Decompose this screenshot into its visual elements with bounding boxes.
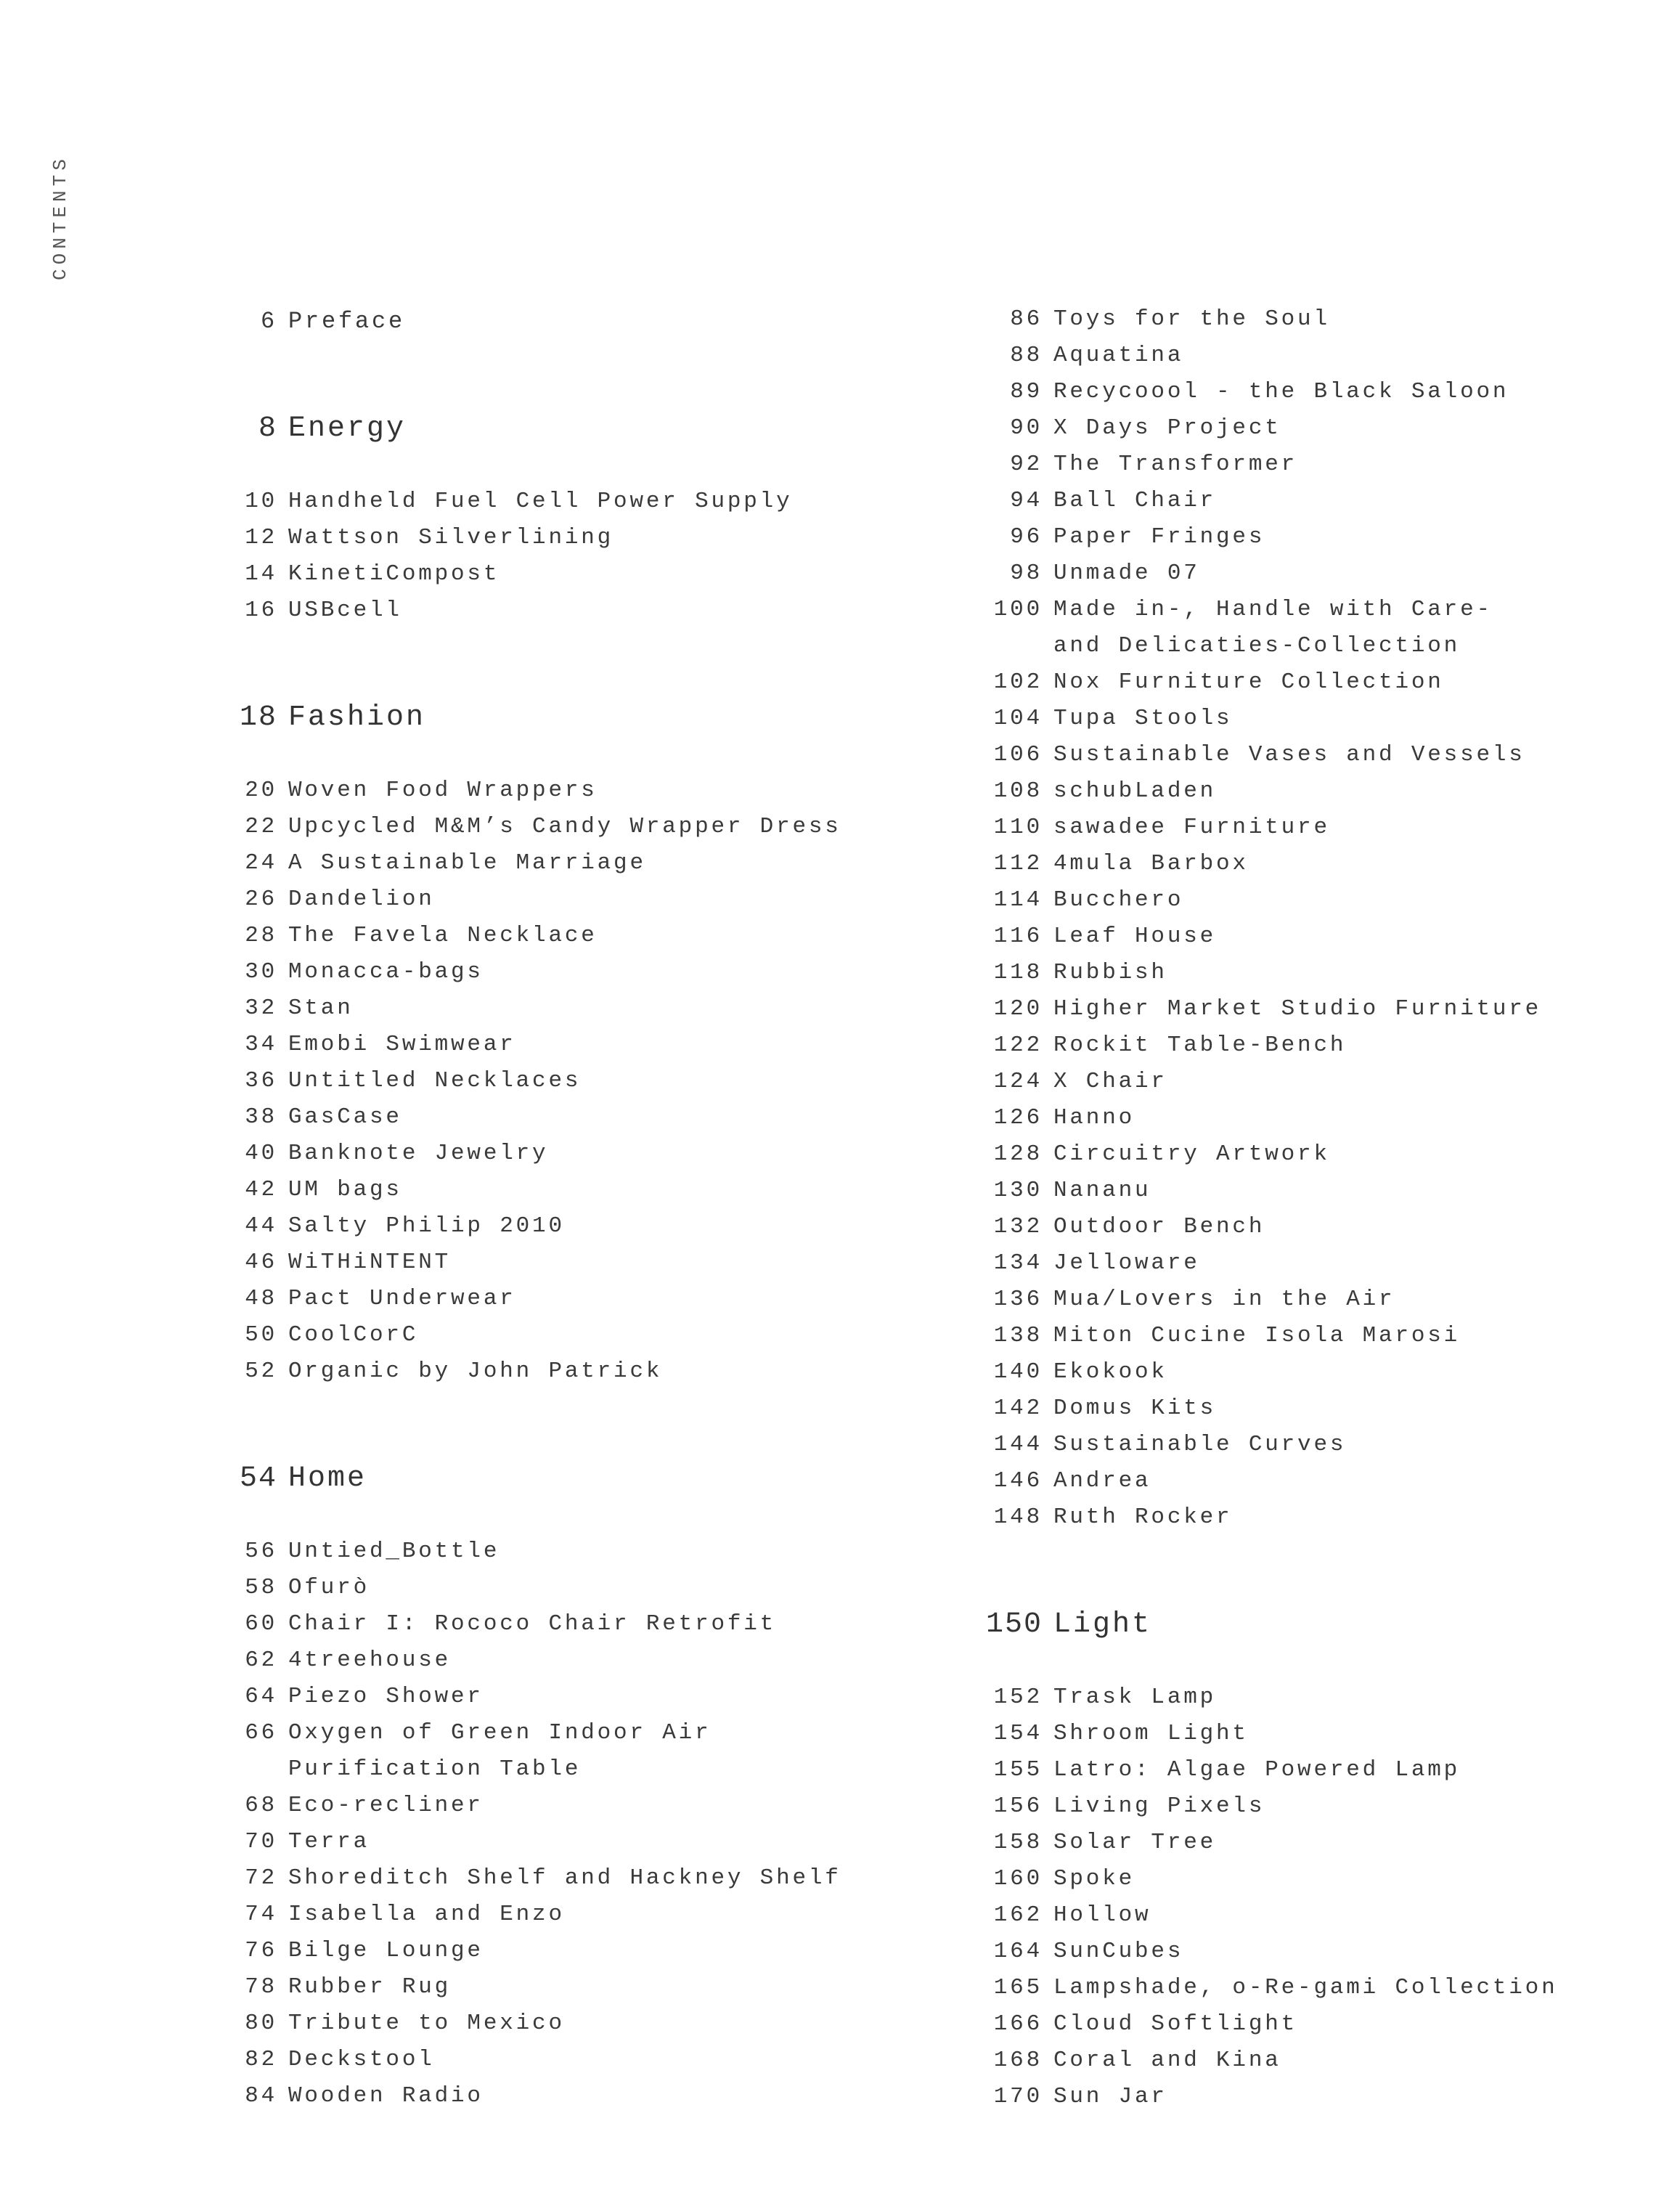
page-number: 89	[1010, 379, 1043, 404]
toc-entry	[966, 1064, 1655, 1100]
entry-title: Cloud Softlight	[1053, 2011, 1298, 2037]
section-heading	[218, 1461, 871, 1497]
page-number: 90	[1010, 415, 1043, 441]
toc-entry	[218, 1317, 871, 1353]
toc-entry	[218, 1245, 871, 1281]
page-number: 154	[993, 1721, 1043, 1746]
toc-entry	[218, 881, 871, 918]
toc-column-right	[966, 301, 1655, 2115]
toc-entry	[966, 991, 1655, 1027]
entry-title: Higher Market Studio Furniture	[1053, 996, 1542, 1022]
entry-title: Rubbish	[1053, 960, 1167, 985]
toc-entry	[218, 2078, 871, 2114]
page-number: 76	[245, 1938, 277, 1963]
entry-title: Leaf House	[1053, 924, 1217, 949]
toc-entry	[218, 1172, 871, 1208]
toc-entry	[966, 737, 1655, 773]
entry-title: Rubber Rug	[288, 1974, 452, 2000]
toc-entry	[218, 1208, 871, 1245]
toc-entry	[966, 1209, 1655, 1245]
page-number: 92	[1010, 452, 1043, 477]
toc-entry	[966, 301, 1655, 338]
toc-entry	[218, 1534, 871, 1570]
toc-entry	[966, 664, 1655, 701]
entry-title: GasCase	[288, 1104, 402, 1130]
toc-entry	[218, 304, 871, 340]
page-number: 142	[993, 1396, 1043, 1421]
toc-entry	[966, 1752, 1655, 1788]
toc-entry	[966, 447, 1655, 483]
entry-title: Hollow	[1053, 1902, 1151, 1928]
toc-entry	[218, 556, 871, 593]
page-number: 14	[245, 561, 277, 587]
entry-title: Woven Food Wrappers	[288, 778, 598, 803]
entry-title: CoolCorC	[288, 1322, 419, 1348]
toc-column-left	[218, 304, 871, 2114]
page-number: 140	[993, 1359, 1043, 1385]
entry-title: Miton Cucine Isola Marosi	[1053, 1323, 1461, 1348]
toc-entry	[966, 1934, 1655, 1970]
page-number: 16	[245, 598, 277, 623]
page-number: 8	[258, 412, 277, 445]
entry-title: Outdoor Bench	[1053, 1214, 1265, 1239]
toc-entry	[966, 810, 1655, 846]
toc-entry	[966, 2043, 1655, 2079]
toc-entry	[966, 1136, 1655, 1173]
entry-title: Ball Chair	[1053, 488, 1217, 513]
page-number: 70	[245, 1829, 277, 1854]
toc-entry	[218, 484, 871, 520]
entry-title: Sun Jar	[1053, 2084, 1167, 2109]
entry-title: Rockit Table-Bench	[1053, 1033, 1347, 1058]
entry-title: Trask Lamp	[1053, 1685, 1217, 1710]
toc-entry	[218, 773, 871, 809]
page-number: 6	[260, 308, 277, 335]
toc-entry-continuation	[218, 1751, 871, 1788]
entry-title: Chair I: Rococo Chair Retrofit	[288, 1611, 777, 1637]
toc-entry	[218, 845, 871, 881]
page-number: 162	[993, 1902, 1043, 1928]
toc-entry	[966, 955, 1655, 991]
toc-entry	[218, 1715, 871, 1751]
entry-title: Home	[288, 1462, 367, 1495]
toc-entry	[966, 1970, 1655, 2006]
entry-title: The Favela Necklace	[288, 923, 598, 948]
page-number: 100	[993, 597, 1043, 622]
toc-entry	[966, 1499, 1655, 1536]
toc-entry	[218, 520, 871, 556]
toc-entry	[966, 2079, 1655, 2115]
page-number: 102	[993, 669, 1043, 695]
entry-title: Bucchero	[1053, 887, 1184, 913]
page-number: 132	[993, 1214, 1043, 1239]
entry-title: Circuitry Artwork	[1053, 1141, 1330, 1167]
entry-title: Preface	[288, 308, 406, 335]
entry-title: Hanno	[1053, 1105, 1135, 1131]
toc-entry	[966, 410, 1655, 447]
toc-entry	[218, 990, 871, 1027]
entry-title: Pact Underwear	[288, 1286, 516, 1311]
entry-title: Upcycled M&M’s Candy Wrapper Dress	[288, 814, 841, 839]
entry-title: Living Pixels	[1053, 1793, 1265, 1819]
toc-entry	[966, 592, 1655, 628]
entry-title: Unmade 07	[1053, 561, 1200, 586]
page-number: 84	[245, 2083, 277, 2109]
page-number: 126	[993, 1105, 1043, 1131]
toc-entry	[218, 918, 871, 954]
toc-entry	[218, 1642, 871, 1679]
page-number: 50	[245, 1322, 277, 1348]
entry-title: Paper Fringes	[1053, 524, 1265, 550]
toc-entry	[966, 882, 1655, 919]
page-number: 108	[993, 778, 1043, 804]
toc-entry	[966, 1463, 1655, 1499]
page-number: 72	[245, 1865, 277, 1891]
page-number: 130	[993, 1178, 1043, 1203]
page-number: 22	[245, 814, 277, 839]
entry-title: Handheld Fuel Cell Power Supply	[288, 489, 793, 514]
entry-title: Andrea	[1053, 1468, 1151, 1494]
entry-title: UM bags	[288, 1177, 402, 1202]
entry-title: Stan	[288, 995, 354, 1021]
entry-title: Ruth Rocker	[1053, 1504, 1233, 1530]
entry-title: WiTHiNTENT	[288, 1250, 452, 1275]
page-number: 96	[1010, 524, 1043, 550]
page-number: 52	[245, 1359, 277, 1384]
toc-entry	[218, 1136, 871, 1172]
page-number: 64	[245, 1684, 277, 1709]
toc-entry	[218, 1099, 871, 1136]
entry-title: Wooden Radio	[288, 2083, 484, 2109]
page-number: 116	[993, 924, 1043, 949]
page-number: 36	[245, 1068, 277, 1094]
entry-title: Domus Kits	[1053, 1396, 1217, 1421]
entry-title: Mua/Lovers in the Air	[1053, 1287, 1395, 1312]
section-heading	[966, 1607, 1655, 1643]
page-number: 128	[993, 1141, 1043, 1167]
entry-title: Shroom Light	[1053, 1721, 1249, 1746]
entry-title: Deckstool	[288, 2047, 435, 2072]
entry-title: Made in-, Handle with Care-	[1053, 597, 1493, 622]
toc-entry	[966, 1825, 1655, 1861]
entry-title: Fashion	[288, 701, 426, 734]
entry-title-continued: and Delicaties-Collection	[1053, 633, 1461, 659]
entry-title-continued: Purification Table	[288, 1756, 582, 1782]
page-number: 12	[245, 525, 277, 550]
toc-entry	[966, 2006, 1655, 2043]
page-number: 68	[245, 1793, 277, 1818]
page-number: 98	[1010, 561, 1043, 586]
entry-title: Untitled Necklaces	[288, 1068, 582, 1094]
page-number: 106	[993, 742, 1043, 767]
toc-entry	[966, 374, 1655, 410]
toc-entry	[218, 1353, 871, 1390]
page-number: 44	[245, 1213, 277, 1239]
section-heading	[218, 700, 871, 736]
toc-entry	[218, 1897, 871, 1933]
entry-title: The Transformer	[1053, 452, 1298, 477]
entry-title: Organic by John Patrick	[288, 1359, 663, 1384]
entry-title: Recycoool - the Black Saloon	[1053, 379, 1509, 404]
page-number: 148	[993, 1504, 1043, 1530]
toc-entry	[218, 1281, 871, 1317]
entry-title: USBcell	[288, 598, 402, 623]
toc-entry	[218, 1606, 871, 1642]
page-number: 48	[245, 1286, 277, 1311]
entry-title: Tupa Stools	[1053, 706, 1233, 731]
page-number: 164	[993, 1939, 1043, 1964]
entry-title: Tribute to Mexico	[288, 2011, 565, 2036]
page-number: 26	[245, 887, 277, 912]
toc-entry	[218, 954, 871, 990]
entry-title: Isabella and Enzo	[288, 1902, 565, 1927]
toc-entry	[966, 1282, 1655, 1318]
toc-entry	[966, 519, 1655, 555]
entry-title: Dandelion	[288, 887, 435, 912]
page-number: 168	[993, 2048, 1043, 2073]
entry-title: Nananu	[1053, 1178, 1151, 1203]
toc-entry	[966, 1245, 1655, 1282]
entry-title: Solar Tree	[1053, 1830, 1217, 1855]
page-number: 78	[245, 1974, 277, 2000]
side-label-contents: CONTENTS	[49, 155, 71, 280]
page-number: 144	[993, 1432, 1043, 1457]
page-number: 110	[993, 815, 1043, 840]
page-number: 80	[245, 2011, 277, 2036]
toc-entry	[966, 1390, 1655, 1427]
page-number: 82	[245, 2047, 277, 2072]
page-number: 86	[1010, 306, 1043, 332]
toc-entry	[218, 1027, 871, 1063]
page-number: 54	[239, 1462, 277, 1495]
page-number: 20	[245, 778, 277, 803]
page-number: 40	[245, 1141, 277, 1166]
entry-title: Toys for the Soul	[1053, 306, 1330, 332]
page-number: 28	[245, 923, 277, 948]
entry-title: Light	[1053, 1608, 1152, 1641]
toc-entry	[218, 593, 871, 629]
entry-title: Terra	[288, 1829, 370, 1854]
entry-title: Energy	[288, 412, 407, 445]
page-number: 32	[245, 995, 277, 1021]
page-number: 165	[993, 1975, 1043, 2000]
toc-entry	[966, 701, 1655, 737]
page-number: 30	[245, 959, 277, 985]
entry-title: X Days Project	[1053, 415, 1281, 441]
entry-title: Spoke	[1053, 1866, 1135, 1892]
entry-title: Oxygen of Green Indoor Air	[288, 1720, 711, 1746]
entry-title: Untied_Bottle	[288, 1539, 500, 1564]
toc-entry	[966, 1679, 1655, 1716]
entry-title: sawadee Furniture	[1053, 815, 1330, 840]
page-number: 152	[993, 1685, 1043, 1710]
toc-entry-continuation	[966, 628, 1655, 664]
entry-title: Salty Philip 2010	[288, 1213, 565, 1239]
toc-entry	[966, 1897, 1655, 1934]
entry-title: Bilge Lounge	[288, 1938, 484, 1963]
page-number: 124	[993, 1069, 1043, 1094]
page-number: 156	[993, 1793, 1043, 1819]
page-number: 56	[245, 1539, 277, 1564]
page-number: 10	[245, 489, 277, 514]
entry-title: Sustainable Vases and Vessels	[1053, 742, 1525, 767]
page-number: 118	[993, 960, 1043, 985]
entry-title: Ekokook	[1053, 1359, 1167, 1385]
page-number: 38	[245, 1104, 277, 1130]
page-number: 94	[1010, 488, 1043, 513]
entry-title: Eco-recliner	[288, 1793, 484, 1818]
page-number: 104	[993, 706, 1043, 731]
toc-entry	[218, 1679, 871, 1715]
page-number: 74	[245, 1902, 277, 1927]
entry-title: Emobi Swimwear	[288, 1032, 516, 1057]
toc-entry	[966, 1788, 1655, 1825]
toc-entry	[966, 1716, 1655, 1752]
toc-entry	[966, 338, 1655, 374]
entry-title: SunCubes	[1053, 1939, 1184, 1964]
entry-title: Coral and Kina	[1053, 2048, 1281, 2073]
entry-title: Wattson Silverlining	[288, 525, 614, 550]
page-number: 62	[245, 1648, 277, 1673]
page-number: 34	[245, 1032, 277, 1057]
page-number: 58	[245, 1575, 277, 1600]
toc-entry	[218, 1788, 871, 1824]
toc-entry	[218, 1933, 871, 1969]
page-number: 138	[993, 1323, 1043, 1348]
section-heading	[218, 411, 871, 447]
page-number: 46	[245, 1250, 277, 1275]
toc-entry	[966, 1354, 1655, 1390]
page-number: 160	[993, 1866, 1043, 1892]
page-number: 88	[1010, 343, 1043, 368]
page-number: 114	[993, 887, 1043, 913]
entry-title: Banknote Jewelry	[288, 1141, 549, 1166]
entry-title: Nox Furniture Collection	[1053, 669, 1444, 695]
entry-title: KinetiCompost	[288, 561, 500, 587]
page-number: 122	[993, 1033, 1043, 1058]
toc-entry	[966, 1173, 1655, 1209]
entry-title: A Sustainable Marriage	[288, 850, 646, 876]
page-number: 136	[993, 1287, 1043, 1312]
page-number: 155	[993, 1757, 1043, 1783]
page-number: 170	[993, 2084, 1043, 2109]
entry-title: 4treehouse	[288, 1648, 452, 1673]
page-number: 18	[239, 701, 277, 734]
toc-entry	[218, 1824, 871, 1860]
entry-title: Lampshade, o-Re-gami Collection	[1053, 1975, 1558, 2000]
toc-entry	[966, 555, 1655, 592]
toc-entry	[218, 2042, 871, 2078]
toc-entry	[966, 1100, 1655, 1136]
entry-title: 4mula Barbox	[1053, 851, 1249, 876]
toc-entry	[966, 919, 1655, 955]
page-number: 66	[245, 1720, 277, 1746]
page-number: 150	[985, 1608, 1043, 1641]
entry-title: Sustainable Curves	[1053, 1432, 1347, 1457]
entry-title: Monacca-bags	[288, 959, 484, 985]
toc-entry	[966, 773, 1655, 810]
page-number: 166	[993, 2011, 1043, 2037]
entry-title: Ofurò	[288, 1575, 370, 1600]
toc-entry	[966, 1427, 1655, 1463]
toc-entry	[218, 1969, 871, 2005]
entry-title: X Chair	[1053, 1069, 1167, 1094]
toc-entry	[966, 1318, 1655, 1354]
toc-entry	[218, 1063, 871, 1099]
toc-entry	[966, 1861, 1655, 1897]
toc-entry	[966, 846, 1655, 882]
entry-title: Shoreditch Shelf and Hackney Shelf	[288, 1865, 841, 1891]
toc-entry	[966, 483, 1655, 519]
page-number: 146	[993, 1468, 1043, 1494]
toc-entry	[218, 809, 871, 845]
page-number: 134	[993, 1250, 1043, 1276]
entry-title: Aquatina	[1053, 343, 1184, 368]
page-number: 24	[245, 850, 277, 876]
entry-title: Piezo Shower	[288, 1684, 484, 1709]
page-number: 158	[993, 1830, 1043, 1855]
toc-entry	[218, 1570, 871, 1606]
entry-title: schubLaden	[1053, 778, 1217, 804]
toc-entry	[966, 1027, 1655, 1064]
page-number: 60	[245, 1611, 277, 1637]
toc-entry	[218, 2005, 871, 2042]
entry-title: Jelloware	[1053, 1250, 1200, 1276]
page-number: 42	[245, 1177, 277, 1202]
entry-title: Latro: Algae Powered Lamp	[1053, 1757, 1461, 1783]
toc-entry	[218, 1860, 871, 1897]
page-number: 112	[993, 851, 1043, 876]
page-number: 120	[993, 996, 1043, 1022]
